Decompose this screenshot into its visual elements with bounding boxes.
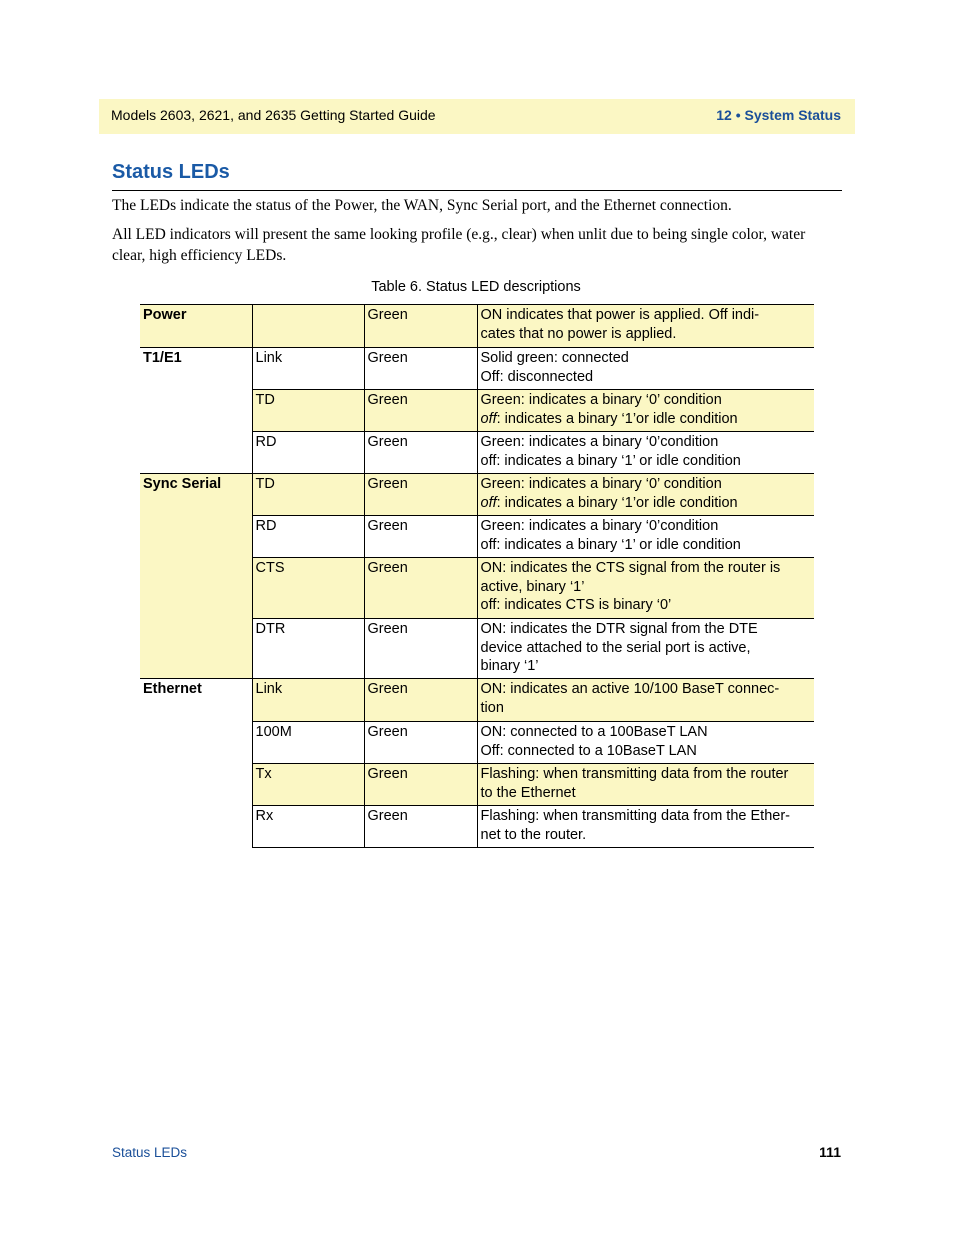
signal-cell: Tx xyxy=(252,764,364,806)
chapter-title: 12 • System Status xyxy=(716,107,841,123)
color-cell: Green xyxy=(364,806,477,848)
table-row xyxy=(140,474,814,516)
profile-paragraph: All LED indicators will present the same looking profile (e.g., clear) when unlit due to being single color, water clear, high efficiency LEDs. xyxy=(112,226,806,264)
status-led-table xyxy=(140,304,814,848)
description-cell: Flashing: when transmitting data from the Ether- net to the router. xyxy=(477,806,814,848)
color-cell: Green xyxy=(364,619,477,679)
signal-cell: Link xyxy=(252,348,364,390)
group-sync-serial: Sync Serial xyxy=(140,474,252,679)
description-cell: ON: indicates the CTS signal from the router is active, binary ‘1’ off: indicates CTS is binary ‘0’ xyxy=(477,558,814,619)
table-row xyxy=(140,305,814,348)
color-cell: Green xyxy=(364,348,477,390)
page-number: 111 xyxy=(819,1144,841,1160)
description-cell: Flashing: when transmitting data from the router to the Ethernet xyxy=(477,764,814,806)
signal-cell: 100M xyxy=(252,722,364,764)
color-cell: Green xyxy=(364,764,477,806)
description-cell: Green: indicates a binary ‘0’condition off: indicates a binary ‘1’ or idle condition xyxy=(477,432,814,474)
heading-rule xyxy=(112,190,842,191)
footer-section-name: Status LEDs xyxy=(112,1145,188,1160)
color-cell: Green xyxy=(364,516,477,558)
signal-cell xyxy=(252,305,364,348)
signal-cell: CTS xyxy=(252,558,364,619)
color-cell: Green xyxy=(364,558,477,619)
description-cell: ON: indicates the DTR signal from the DTE device attached to the serial port is active, binary ‘1’ xyxy=(477,619,814,679)
table-caption: Table 6. Status LED descriptions xyxy=(371,279,581,295)
section-heading: Status LEDs xyxy=(112,161,230,183)
signal-cell: RD xyxy=(252,432,364,474)
signal-cell: DTR xyxy=(252,619,364,679)
description-cell: Green: indicates a binary ‘0’ condition off: indicates a binary ‘1’or idle condition xyxy=(477,474,814,516)
color-cell: Green xyxy=(364,305,477,348)
color-cell: Green xyxy=(364,474,477,516)
description-cell: ON: indicates an active 10/100 BaseT connec- tion xyxy=(477,679,814,722)
intro-paragraph: The LEDs indicate the status of the Power, the WAN, Sync Serial port, and the Ethernet connection. xyxy=(112,197,732,214)
description-cell: Green: indicates a binary ‘0’condition off: indicates a binary ‘1’ or idle condition xyxy=(477,516,814,558)
signal-cell: Link xyxy=(252,679,364,722)
signal-cell: TD xyxy=(252,474,364,516)
color-cell: Green xyxy=(364,679,477,722)
signal-cell: Rx xyxy=(252,806,364,848)
signal-cell: TD xyxy=(252,390,364,432)
group-ethernet: Ethernet xyxy=(140,679,252,848)
guide-title: Models 2603, 2621, and 2635 Getting Started Guide xyxy=(111,107,436,123)
table-row xyxy=(140,348,814,390)
color-cell: Green xyxy=(364,390,477,432)
description-cell: Solid green: connected Off: disconnected xyxy=(477,348,814,390)
group-t1e1: T1/E1 xyxy=(140,348,252,474)
description-cell: ON indicates that power is applied. Off indi- cates that no power is applied. xyxy=(477,305,814,348)
table-row xyxy=(140,679,814,722)
description-cell: ON: connected to a 100BaseT LAN Off: connected to a 10BaseT LAN xyxy=(477,722,814,764)
color-cell: Green xyxy=(364,722,477,764)
signal-cell: RD xyxy=(252,516,364,558)
description-cell: Green: indicates a binary ‘0’ condition off: indicates a binary ‘1’or idle condition xyxy=(477,390,814,432)
color-cell: Green xyxy=(364,432,477,474)
running-header xyxy=(99,99,855,134)
group-power: Power xyxy=(140,305,252,348)
